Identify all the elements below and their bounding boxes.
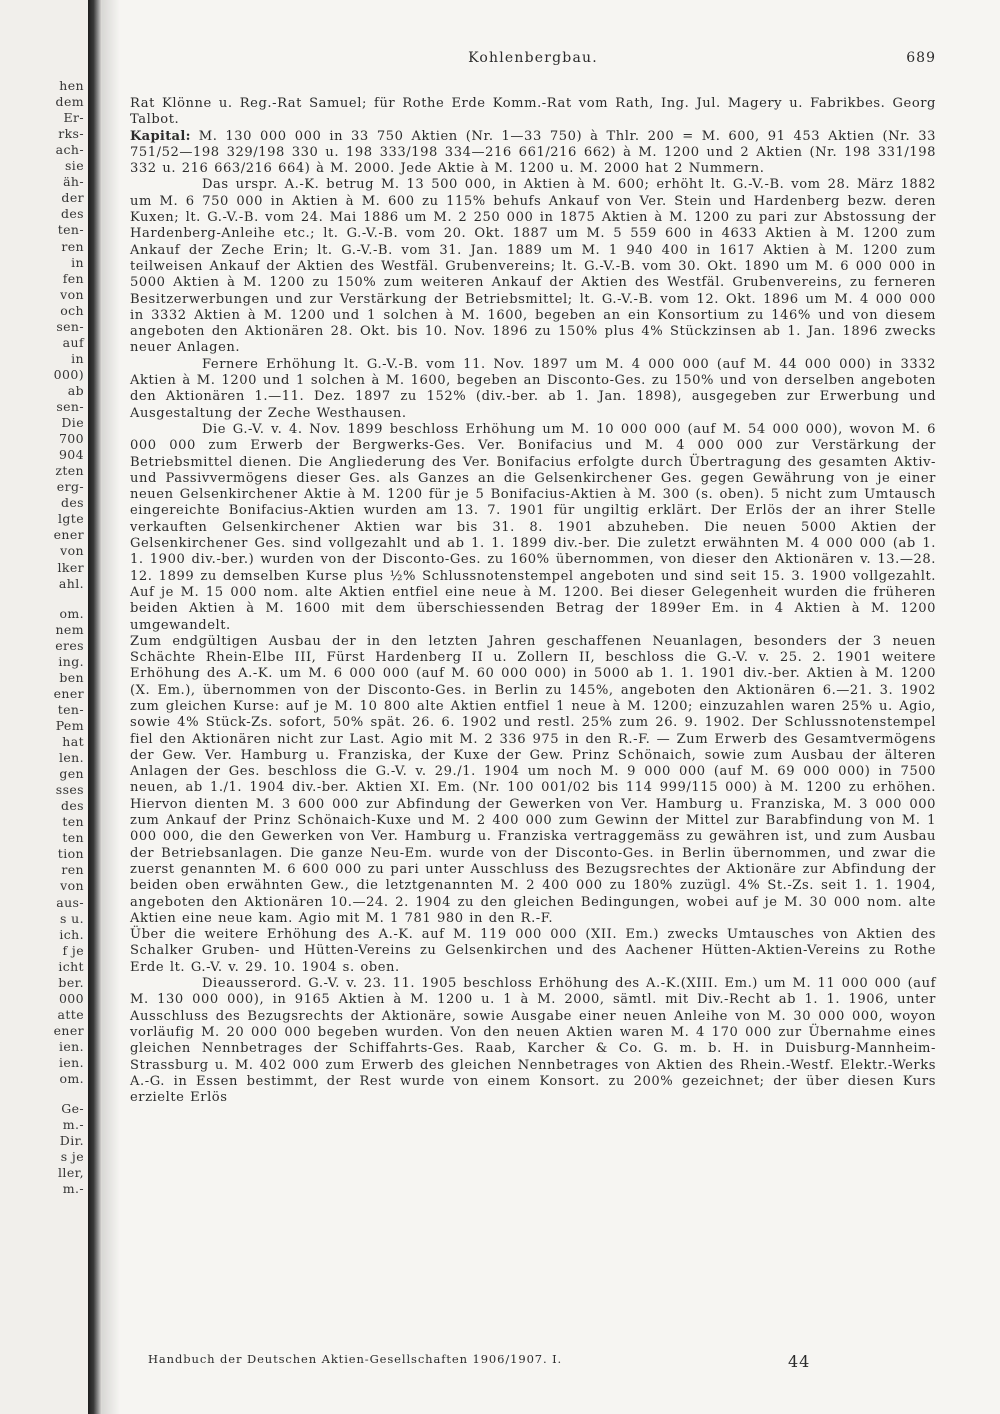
margin-fragment: ien.	[58, 1055, 84, 1070]
margin-fragment: von	[60, 878, 84, 894]
margin-fragment: in	[71, 350, 84, 366]
margin-fragment: eres	[55, 637, 84, 653]
margin-fragment: 904	[58, 447, 84, 463]
margin-fragment: aus-	[56, 894, 84, 910]
signature-mark: 44	[788, 1352, 811, 1371]
paragraph-board: Rat Klönne u. Reg.-Rat Samuel; für Rothe Erde Komm.-Rat vom Rath, Ing. Jul. Magery u. Fabrikbes. Georg Talbot.	[130, 96, 936, 128]
margin-fragment: ab	[67, 382, 84, 398]
running-head: Kohlenbergbau.	[468, 50, 598, 66]
margin-fragment: sses	[55, 782, 84, 798]
margin-fragment: icht	[58, 958, 84, 974]
margin-fragment: in	[71, 254, 84, 270]
facing-page-margin	[0, 0, 88, 1414]
page-number: 689	[906, 50, 936, 66]
margin-fragment: nem	[55, 621, 84, 637]
margin-fragment: om.	[59, 1071, 84, 1087]
margin-fragment: auf	[62, 334, 84, 350]
margin-fragment: Die	[61, 415, 84, 431]
margin-fragment: Dir.	[59, 1133, 84, 1149]
paragraph-1899: Die G.-V. v. 4. Nov. 1899 beschloss Erhöhung um M. 10 000 000 (auf M. 54 000 000), wovon M. 6 000 000 zum Erwerb der Bergwerks-Ges. Ver. Bonifacius und M. 4 000 000 zur Verstärkung der Betriebsmittel dienen. Die Angliederung des Ver. Bonifacius erfolgte durch Übertragung des gesamten Aktiv- und Passivvermögens dieser Ges. als Ganzes an die Gelsenkirchener Ges. gegen Gewährung von je einer neuen Gelsenkirchener Aktie à M. 1200 für je 5 Bonifacius-Aktien à M. 300 (s. oben). 5 nicht zum Umtausch eingereichte Bonifacius-Aktien wurden am 13. 7. 1901 für ungiltig erklärt. Der Erlös der an ihrer Stelle verkauften Gelsenkirchener Aktien war bis 31. 8. 1901 abzuheben. Die neuen 5000 Aktien der Gelsenkirchener Ges. sind vollgezahlt und ab 1. 1. 1899 div.-ber. Die zuletzt erwähnten M. 4 000 000 (ab 1. 1. 1900 div.-ber.) wurden von der Disconto-Ges. zu 160% übernommen, von dieser den Aktionären v. 13.—28. 12. 1899 zu demselben Kurse plus ½% Schlussnotenstempel angeboten und sind seit 15. 3. 1900 vollgezahlt. Auf je M. 15 000 nom. alte Aktien entfiel eine neue à M. 1200. Bei dieser Gelegenheit wurden die früheren beiden Aktien à M. 1600 mit dem überschiessenden Betrag der 1899er Em. in 4 Aktien à M. 1200 umgewandelt.	[130, 421, 936, 633]
margin-fragment: zten	[55, 463, 84, 479]
margin-fragment: ener	[53, 527, 84, 543]
margin-fragment: ten-	[57, 701, 84, 717]
margin-fragment: sie	[64, 158, 84, 174]
margin-fragment: s je	[60, 1149, 84, 1165]
margin-fragment: len.	[58, 750, 84, 766]
margin-fragment: sen-	[56, 399, 84, 414]
margin-fragment: erg-	[56, 479, 84, 495]
margin-fragment: ing.	[58, 653, 84, 669]
margin-fragment: 000)	[53, 366, 84, 382]
margin-fragment: ahl.	[58, 575, 84, 591]
kapital-text: M. 130 000 000 in 33 750 Aktien (Nr. 1—33 750) à Thlr. 200 = M. 600, 91 453 Aktien (Nr. 33 751/52—198 329/198 330 u. 198 333/198 334—216 661/216 662) à M. 1200 und 2 Aktien (Nr. 198 331/198 332 u. 216 663/216 664) à M. 2000. Jede Aktie à M. 1200 u. M. 2000 hat 2 Nummern.	[130, 128, 936, 177]
book-gutter	[88, 0, 102, 1414]
margin-fragment: rks-	[58, 126, 84, 142]
margin-fragment: Pem	[55, 717, 84, 733]
margin-fragment: m.-	[62, 1117, 84, 1133]
margin-fragment: om.	[59, 605, 84, 621]
margin-fragment: ien.	[58, 1038, 84, 1054]
margin-fragment: des	[60, 206, 84, 222]
margin-fragment: och	[60, 302, 84, 318]
margin-fragment: Er-	[63, 110, 84, 126]
margin-fragment: hen	[59, 78, 84, 93]
paragraph-1897: Fernere Erhöhung lt. G.-V.-B. vom 11. Nov. 1897 um M. 4 000 000 (auf M. 44 000 000) in 3332 Aktien à M. 1200 und 1 solchen à M. 1600, begeben an Disconto-Ges. zu 150% und von derselben angeboten den Aktionären 1.—11. Dez. 1897 zu 152% (div.-ber. ab 1. Jan. 1898), ausgegeben zur Erwerbung und Ausgestaltung der Zeche Westhausen.	[130, 356, 936, 421]
margin-fragment: ben	[59, 669, 84, 685]
margin-fragment: ach-	[55, 142, 84, 158]
paragraph-kapital	[130, 129, 936, 178]
paragraph-xiii-em: Dieausserord. G.-V. v. 23. 11. 1905 beschloss Erhöhung des A.-K.(XIII. Em.) um M. 11 000 000 (auf M. 130 000 000), in 9165 Aktien à M. 1200 u. 1 à M. 2000, sämtl. mit Div.-Recht ab 1. 1. 1906, unter Ausschluss des Bezugsrechts der Aktionäre, sowie Ausgabe einer neuen Anleihe von M. 30 000 000, woyon vorläufig M. 20 000 000 begeben wurden. Von den neuen Aktien waren M. 4 170 000 zur Übernahme eines gleichen Nennbetrages der Schiffahrts-Ges. Raab, Karcher & Co. G. m. b. H. in Duisburg-Mannheim-Strassburg u. M. 402 000 zum Erwerb des gleichen Nennbetrages von Aktien des Rhein.-Westf. Elektr.-Werks A.-G. in Essen bestimmt, der Rest wurde von einem Konsort. zu 200% gezeichnet; der über diesen Kurs erzielte Erlös	[130, 976, 936, 1106]
margin-fragment: atte	[57, 1006, 84, 1022]
margin-fragment: 000	[58, 990, 84, 1006]
margin-fragment: äh-	[63, 174, 84, 190]
page-header	[130, 50, 936, 72]
margin-fragment: ten-	[57, 222, 84, 238]
margin-fragment: des	[60, 495, 84, 511]
paragraph-xii-em: Über die weitere Erhöhung des A.-K. auf M. 119 000 000 (XII. Em.) zwecks Umtausches von Aktien des Schalker Gruben- und Hütten-Vereins zu Gelsenkirchen und des Aachener Hütten-Aktien-Vereins zu Rothe Erde lt. G.-V. v. 29. 10. 1904 s. oben.	[130, 927, 936, 975]
margin-fragment: fen	[62, 270, 84, 286]
margin-fragment: von	[60, 543, 84, 559]
body-text	[130, 96, 936, 1106]
margin-fragment: hat	[62, 734, 84, 749]
kapital-label: Kapital:	[130, 128, 191, 144]
margin-fragment: lgte	[57, 511, 84, 527]
margin-fragment: sen-	[56, 318, 84, 334]
margin-fragment: ber.	[58, 974, 84, 990]
margin-fragment: dem	[55, 94, 84, 110]
margin-fragment: ller,	[58, 1165, 84, 1181]
margin-fragment: gen	[59, 766, 84, 782]
gutter-shadow	[102, 0, 120, 1414]
margin-fragment: ener	[53, 685, 84, 701]
margin-fragment: f je	[62, 942, 84, 958]
margin-fragment: ten	[62, 830, 84, 846]
margin-fragment: der	[61, 190, 84, 206]
margin-fragment: ren	[61, 862, 84, 878]
margin-fragment: lker	[57, 559, 84, 575]
margin-fragment: ener	[53, 1022, 84, 1038]
margin-fragment: s u.	[59, 910, 84, 926]
paragraph-1901-1904: Zum endgültigen Ausbau der in den letzten Jahren geschaffenen Neuanlagen, besonders der 3 neuen Schächte Rhein-Elbe III, Fürst Hardenberg II u. Zollern II, beschloss die G.-V. v. 25. 2. 1901 weitere Erhöhung des A.-K. um M. 6 000 000 (auf M. 60 000 000) in 5000 ab 1. 1. 1901 div.-ber. Aktien à M. 1200 (X. Em.), übernommen von der Disconto-Ges. in Berlin zu 145%, angeboten den Aktionären 6.—21. 3. 1902 zum gleichen Kurse: auf je M. 10 800 alte Aktien entfiel 1 neue à M. 1200; einzuzahlen waren 25% u. Agio, sowie 4% Stück-Zs. sofort, 50% spät. 26. 6. 1902 und restl. 25% zum 26. 9. 1902. Der Schlussnotenstempel fiel den Aktionären nicht zur Last. Agio mit M. 2 336 975 in den R.-F. — Zum Erwerb des Gesamtvermögens der Gew. Ver. Hamburg u. Franziska, der Kuxe der Gew. Prinz Schönaich, sowie zum Ausbau der älteren Anlagen der Ges. beschloss die G.-V. v. 29./1. 1904 um noch M. 9 000 000 (auf M. 69 000 000) in 7500 neuen, ab 1./1. 1904 div.-ber. Aktien XI. Em. (Nr. 100 001/02 bis 114 999/115 000) à M. 1200 zu erhöhen. Hiervon dienten M. 3 600 000 zur Abfindung der Gewerken von Ver. Hamburg u. Franziska, M. 3 000 000 zum Ankauf der Prinz Schönaich-Kuxe und M. 2 400 000 zum Gewinn der Mittel zur Barabfindung von M. 1 000 000, die den Gewerken von Ver. Hamburg u. Franziska vertraggemäss zu gewähren ist, und zum Ausbau der Betriebsanlagen. Die ganze Neu-Em. wurde von der Disconto-Ges. in Berlin übernommen, und zwar die zuerst genannten M. 6 600 000 zu pari unter Ausschluss des Bezugsrechtes der Aktionäre zur Abfindung der beiden oben erwähnten Gew., die letztgenannten M. 2 400 000 zu 180% zuzügl. 4% St.-Zs. seit 1. 1. 1904, angeboten den Aktionären 10.—24. 2. 1904 zu den gleichen Bedingungen, wobei auf je M. 30 000 nom. alte Aktien eine neue kam. Agio mit M. 1 781 980 in den R.-F.	[130, 633, 936, 926]
paragraph-history: Das urspr. A.-K. betrug M. 13 500 000, in Aktien à M. 600; erhöht lt. G.-V.-B. vom 28. März 1882 um M. 6 750 000 in Aktien à M. 600 zu 115% behufs Ankauf von Ver. Stein und Hardenberg bezw. deren Kuxen; lt. G.-V.-B. vom 24. Mai 1886 um M. 2 250 000 in 1875 Aktien à M. 1200 zu pari zur Abstossung der Hardenberg-Anleihe etc.; lt. G.-V.-B. vom 20. Okt. 1887 um M. 5 559 600 in 4633 Aktien à M. 1200 zum Ankauf der Zeche Erin; lt. G.-V.-B. vom 31. Jan. 1889 um M. 1 940 400 in 1617 Aktien à M. 1200 zum teilweisen Ankauf der Aktien des Westfäl. Grubenvereins; lt. G.-V.-B. vom 30. Okt. 1890 um M. 6 000 000 in 5000 Aktien à M. 1200 zu 150% zum weiteren Ankauf der Aktien des Westfäl. Grubenvereins, zu ferneren Besitzerwerbungen und zur Verstärkung der Betriebsmittel; lt. G.-V.-B. vom 12. Okt. 1896 um M. 4 000 000 in 3332 Aktien à M. 1200 und 1 solchen à M. 1600, begeben an ein Konsortium zu 146% und von diesem angeboten den Aktionären 28. Okt. bis 10. Nov. 1896 zu 150% plus 4% Stückzinsen ab 1. Jan. 1896 zwecks neuer Anlagen.	[130, 177, 936, 356]
margin-fragment: von	[60, 286, 84, 302]
margin-fragment: des	[60, 798, 84, 814]
margin-fragment: m.-	[62, 1181, 84, 1197]
margin-fragment: tion	[57, 846, 84, 862]
margin-fragment: 700	[58, 431, 84, 447]
margin-fragment: ren	[61, 238, 84, 254]
margin-fragment: Ge-	[61, 1101, 84, 1117]
page-footer	[148, 1352, 848, 1372]
margin-fragment: ich.	[59, 926, 84, 942]
footer-source: Handbuch der Deutschen Aktien-Gesellschaften 1906/1907. I.	[148, 1352, 563, 1366]
margin-fragment: ten	[62, 814, 84, 830]
